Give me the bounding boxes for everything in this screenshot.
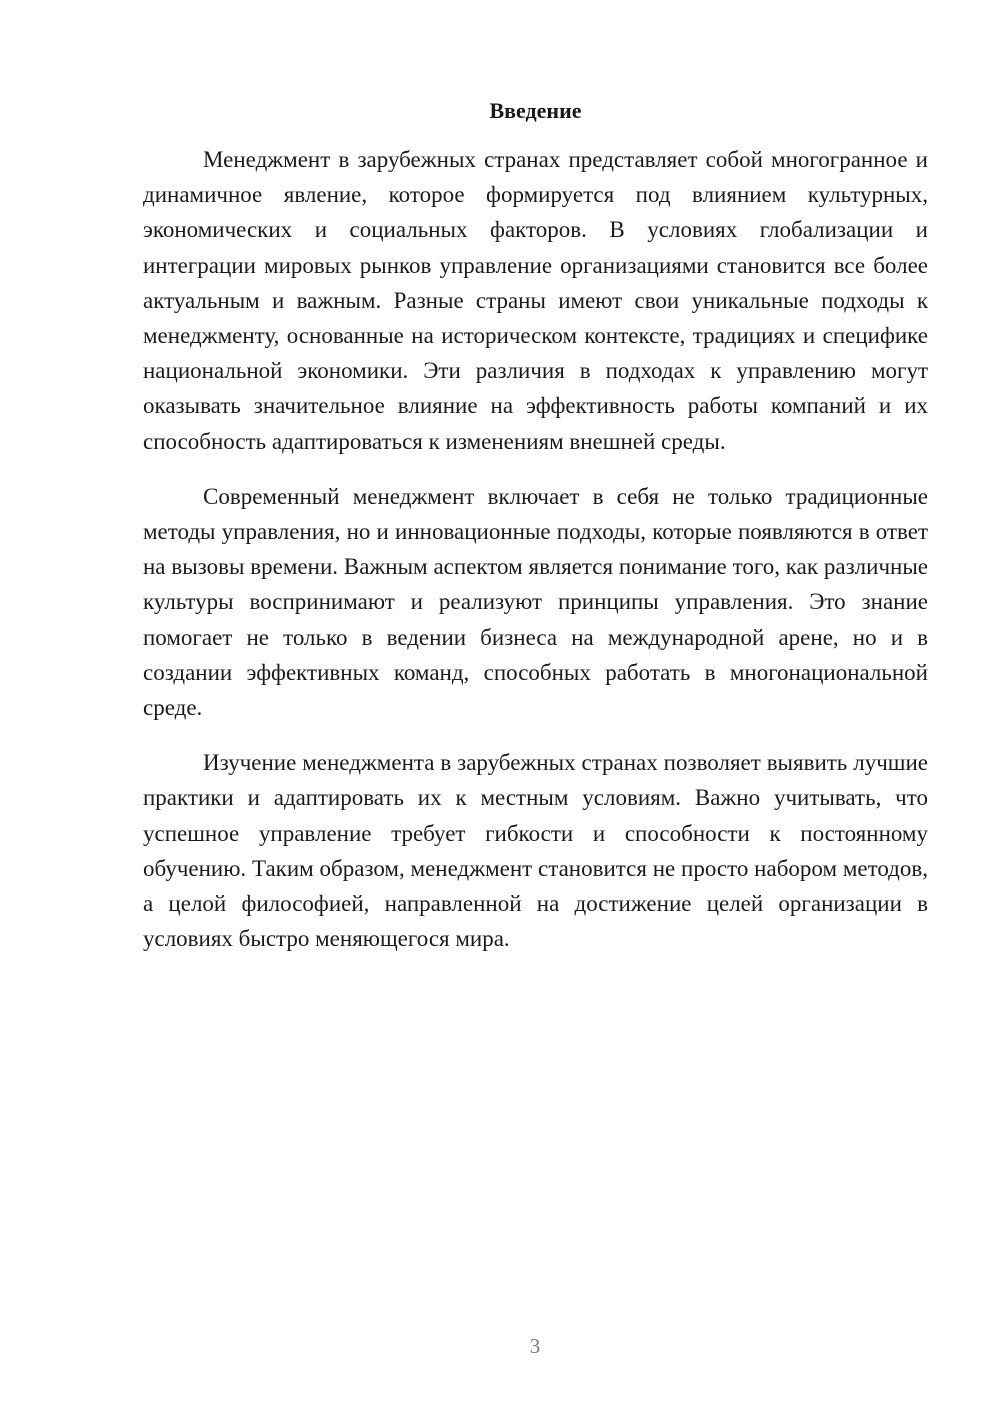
paragraph-3: Изучение менеджмента в зарубежных странах позволяет выявить лучшие практики и адаптировать их к местным условиям. Важно учитывать, что успешное управление требует гибкости и способности к постоянному обучению. Таким образом, менеджмент становится не просто набором методов, а целой философией, направленной на достижение целей организации в условиях быстро меняющегося мира.: [143, 750, 928, 952]
page-number: 3: [529, 1334, 541, 1358]
paragraph-2: Современный менеджмент включает в себя не только традиционные методы управления, но и инновационные подходы, которые появляются в ответ на вызовы времени. Важным аспектом является понимание того, как различные культуры воспринимают и реализуют принципы управления. Это знание помогает не только в ведении бизнеса на международной арене, но и в создании эффективных команд, способных работать в многонациональной среде.: [143, 483, 928, 721]
section-heading: Введение: [489, 98, 582, 123]
paragraph-1: Менеджмент в зарубежных странах представляет собой многогранное и динамичное явление, которое формируется под влиянием культурных, экономических и социальных факторов. В условиях глобализации и интеграции мировых рынков управление организациями становится все более актуальным и важным. Разные страны имеют свои уникальные подходы к менеджменту, основанные на историческом контексте, традициях и специфике национальной экономики. Эти различия в подходах к управлению могут оказывать значительное влияние на эффективность работы компаний и их способность адаптироваться к изменениям внешней среды.: [143, 147, 928, 454]
body-text: [143, 142, 928, 976]
